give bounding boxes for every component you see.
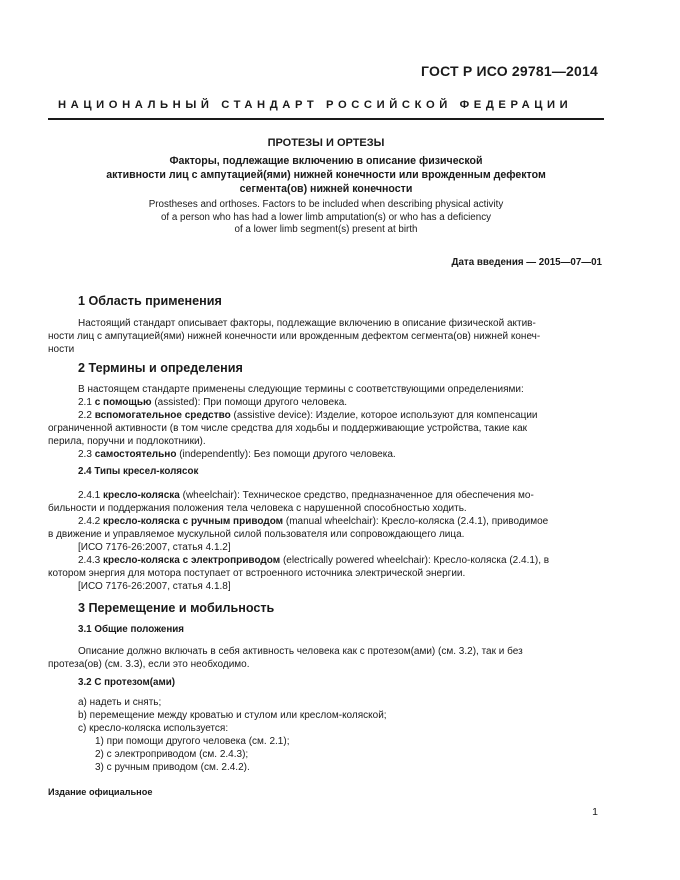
term-definition: (manual wheelchair): Кресло-коляска (2.4.1), приводимое (285, 516, 549, 527)
standard-title: ПРОТЕЗЫ И ОРТЕЗЫ (267, 137, 385, 149)
list-item: а) надеть и снять; (78, 697, 162, 708)
subsection-3-1-heading: 3.1 Общие положения (78, 624, 185, 635)
section-1-heading: 1 Область применения (78, 294, 222, 308)
term-2-1 (78, 396, 347, 409)
term-name: самостоятельно (94, 449, 177, 460)
subtitle-ru-line: сегмента(ов) нижней конечности (239, 182, 413, 195)
term-name: с помощью (94, 397, 152, 408)
term-definition: (independently): Без помощи другого человека. (179, 449, 396, 460)
term-2-4-1 (78, 489, 534, 502)
subsection-3-1-line: протеза(ов) (см. 3.3), если это необходимо. (48, 659, 250, 670)
sub-list-item: 3) с ручным приводом (см. 2.4.2). (95, 762, 250, 773)
term-2-4-2-line: в движение и управляемое мускульной силой пользователя или сопровождающего лица. (48, 529, 465, 540)
subtitle-ru-line: Факторы, подлежащие включению в описание физической (169, 155, 483, 167)
national-standard-banner: НАЦИОНАЛЬНЫЙ СТАНДАРТ РОССИЙСКОЙ ФЕДЕРАЦИИ (58, 99, 573, 111)
term-definition: (assisted): При помощи другого человека. (154, 397, 348, 408)
sub-list-item: 1) при помощи другого человека (см. 2.1); (95, 736, 290, 747)
document-number: ГОСТ Р ИСО 29781—2014 (421, 63, 598, 79)
subtitle-ru-line: активности лиц с ампутацией(ями) нижней конечности или врожденным дефектом (106, 168, 546, 181)
subtitle-en-line: of a lower limb segment(s) present at birth (234, 224, 418, 236)
section-2-heading: 2 Термины и определения (78, 361, 243, 375)
standard-subtitle-ru (48, 155, 604, 196)
term-number: 2.2 (78, 410, 92, 421)
section-1-line: Настоящий стандарт описывает факторы, подлежащие включению в описание физической актив- (78, 318, 536, 329)
term-2-4-3 (78, 554, 549, 567)
term-2-4-1-line: бильности и поддержания положения тела человека с нарушенной способностью ходить. (48, 503, 467, 514)
term-2-2-line: ограниченной активности (в том числе средства для ходьбы и поддерживающие устройства, такие как (48, 423, 528, 434)
standard-subtitle-en (48, 199, 604, 237)
section-1-line: ности (48, 344, 75, 355)
term-2-2 (78, 409, 602, 422)
list-item: b) перемещение между кроватью и стулом или креслом-коляской; (78, 710, 387, 721)
term-2-2-line: перила, поручни и подлокотники). (48, 436, 206, 447)
term-number: 2.1 (78, 397, 92, 408)
term-definition: (electrically powered wheelchair): Кресло-коляска (2.4.1), в (282, 555, 550, 566)
term-name: кресло-коляска с электроприводом (103, 555, 281, 566)
term-number: 2.4.1 (78, 490, 101, 501)
subtitle-en-line: Prostheses and orthoses. Factors to be included when describing physical activity (148, 199, 504, 210)
official-edition-label: Издание официальное (48, 787, 153, 797)
term-definition: (wheelchair): Техническое средство, предназначенное для обеспечения мо- (182, 490, 534, 501)
list-item: c) кресло-коляска используется: (78, 723, 229, 734)
introduction-date: Дата введения — 2015—07—01 (451, 257, 602, 268)
sub-list-item: 2) с электроприводом (см. 2.4.3); (95, 749, 249, 760)
section-1-line: ности лиц с ампутацией(ями) нижней конечности или врожденным дефектом сегмента(ов) нижней конеч- (48, 331, 541, 342)
subtitle-en-line: of a person who has had a lower limb amputation(s) or who has a deficiency (160, 211, 491, 223)
header-rule (48, 118, 604, 120)
subsection-2-4-heading: 2.4 Типы кресел-колясок (78, 466, 199, 477)
term-2-3 (78, 448, 396, 461)
term-name: кресло-коляска (103, 490, 180, 501)
term-definition: (assistive device): Изделие, которое используют для компенсации (233, 410, 538, 421)
section-2-intro: В настоящем стандарте применены следующие термины с соответствующими определениями: (78, 384, 524, 395)
term-2-4-2-reference: [ИСО 7176-26:2007, статья 4.1.2] (78, 542, 231, 553)
term-number: 2.3 (78, 449, 92, 460)
term-2-4-2 (78, 515, 548, 528)
term-2-4-3-line: котором энергия для мотора поступает от встроенного источника электрической энергии. (48, 568, 466, 579)
section-3-heading: 3 Перемещение и мобильность (78, 601, 275, 615)
term-number: 2.4.2 (78, 516, 101, 527)
term-2-4-3-reference: [ИСО 7176-26:2007, статья 4.1.8] (78, 581, 231, 592)
term-name: кресло-коляска с ручным приводом (103, 516, 284, 527)
term-name: вспомогательное средство (94, 410, 231, 421)
subsection-3-2-heading: 3.2 С протезом(ами) (78, 677, 175, 688)
page-number: 1 (592, 806, 598, 818)
term-number: 2.4.3 (78, 555, 101, 566)
subsection-3-1-line: Описание должно включать в себя активность человека как с протезом(ами) (см. 3.2), так и без (78, 646, 523, 657)
